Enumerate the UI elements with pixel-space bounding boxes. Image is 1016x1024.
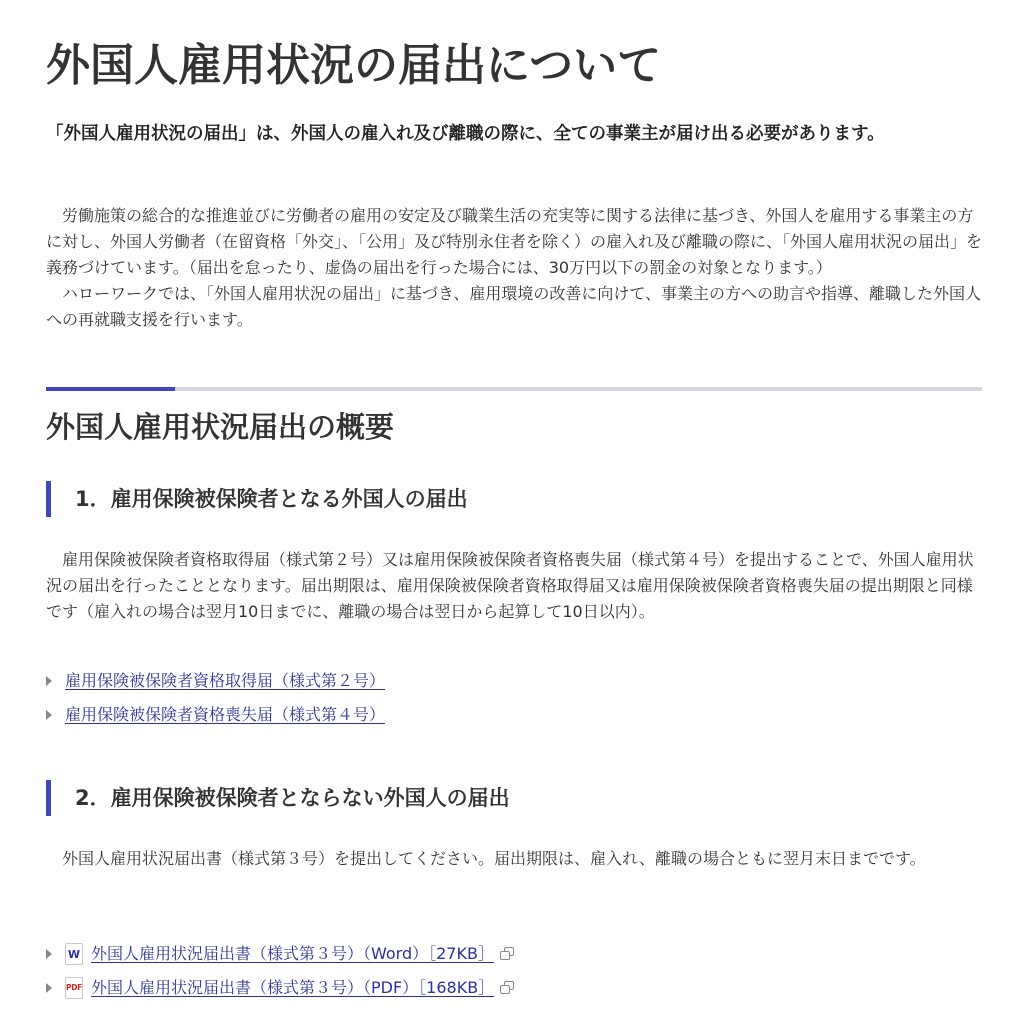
list-item (46, 971, 516, 1005)
section-divider-accent (46, 387, 175, 391)
section-divider (46, 387, 982, 391)
page-title: 外国人雇用状況の届出について (46, 40, 662, 91)
list-item (46, 937, 516, 971)
pdf-file-icon: PDF (65, 977, 83, 999)
triangle-bullet-icon (46, 983, 52, 993)
section-1-heading: 1．雇用保険被保険者となる外国人の届出 (46, 481, 468, 517)
new-window-icon (500, 947, 516, 961)
lead-statement: 「外国人雇用状況の届出」は、外国人の雇入れ及び離職の際に、全ての事業主が届け出る必要があります。 (46, 124, 885, 144)
section-2-links (46, 937, 516, 1005)
form-4-link[interactable]: 雇用保険被保険者資格喪失届（様式第４号） (65, 705, 386, 724)
section-2-heading: 2．雇用保険被保険者とならない外国人の届出 (46, 780, 510, 816)
section-2-body: 外国人雇用状況届出書（様式第３号）を提出してください。届出期限は、雇入れ、離職の場合ともに翌月末日までです。 (62, 849, 926, 868)
triangle-bullet-icon (46, 710, 52, 720)
new-window-icon (500, 981, 516, 995)
section-1-body: 雇用保険被保険者資格取得届（様式第２号）又は雇用保険被保険者資格喪失届（様式第４号）を提出することで、外国人雇用状況の届出を行ったこととなります。届出期限は、雇用保険被保険者資格取得届又は雇用保険被保険者資格喪失届の提出期限と同様です（雇入れの場合は翌月10日までに、離職の場合は翌日から起算して10日以内）。 (46, 550, 974, 621)
triangle-bullet-icon (46, 676, 52, 686)
form-3-word-link[interactable]: 外国人雇用状況届出書（様式第３号）（Word）［27KB］ (91, 944, 494, 963)
form-3-pdf-link[interactable]: 外国人雇用状況届出書（様式第３号）（PDF）［168KB］ (91, 978, 495, 997)
form-2-link[interactable]: 雇用保険被保険者資格取得届（様式第２号） (65, 671, 386, 690)
list-item (46, 698, 385, 732)
intro-section (46, 203, 982, 333)
section-1-links (46, 664, 385, 732)
triangle-bullet-icon (46, 949, 52, 959)
word-file-icon: W (65, 943, 83, 965)
list-item (46, 664, 385, 698)
overview-heading: 外国人雇用状況届出の概要 (46, 410, 395, 444)
intro-paragraph-hellowork: ハローワークでは、「外国人雇用状況の届出」に基づき、雇用環境の改善に向けて、事業主の方への助言や指導、離職した外国人への再就職支援を行います。 (46, 284, 982, 329)
intro-paragraph-law: 労働施策の総合的な推進並びに労働者の雇用の安定及び職業生活の充実等に関する法律に基づき、外国人を雇用する事業主の方に対し、外国人労働者（在留資格「外交」、「公用」及び特別永住者を除く）の雇入れ及び離職の際に、「外国人雇用状況の届出」を義務づけています。（届出を怠ったり、虚偽の届出を行った場合には、30万円以下の罰金の対象となります。） (46, 206, 983, 277)
